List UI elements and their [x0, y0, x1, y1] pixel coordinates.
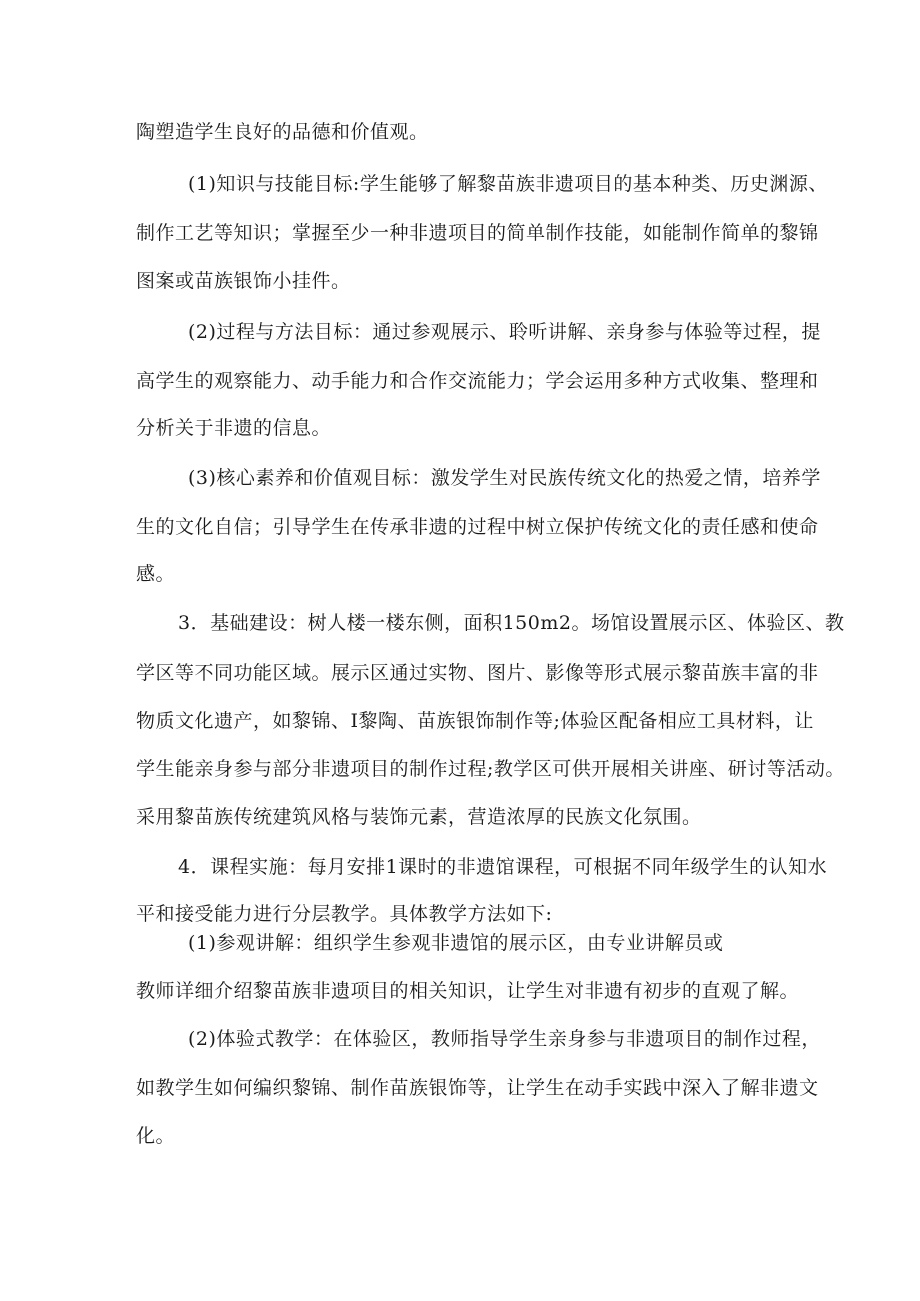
text-line: 化。 [136, 1125, 176, 1147]
text-line: 高学生的观察能力、动手能力和合作交流能力；学会运用多种方式收集、整理和 [136, 370, 819, 392]
text-line: 图案或苗族银饰小挂件。 [136, 270, 351, 292]
text-line: 制作工艺等知识；掌握至少一种非遗项目的简单制作技能，如能制作简单的黎锦 [136, 222, 819, 244]
text-line: (1)参观讲解：组织学生参观非遗馆的展示区，由专业讲解员或 [188, 932, 724, 954]
text-line: 物质文化遗产，如黎锦、I黎陶、苗族银饰制作等;体验区配备相应工具材料，让 [136, 710, 814, 732]
text-line: (2)过程与方法目标：通过参观展示、聆听讲解、亲身参与体验等过程，提 [188, 321, 821, 343]
text-line: 学区等不同功能区域。展示区通过实物、图片、影像等形式展示黎苗族丰富的非 [136, 662, 819, 684]
text-line: 教师详细介绍黎苗族非遗项目的相关知识，让学生对非遗有初步的直观了解。 [136, 980, 800, 1002]
text-line: (3)核心素养和价值观目标：激发学生对民族传统文化的热爱之情，培养学 [188, 467, 821, 489]
text-line: 陶塑造学生良好的品德和价值观。 [136, 121, 429, 143]
text-line: 如教学生如何编织黎锦、制作苗族银饰等，让学生在动手实践中深入了解非遗文 [136, 1077, 819, 1099]
text-line: 3．基础建设：树人楼一楼东侧，面积150m2。场馆设置展示区、体验区、教 [178, 612, 845, 634]
text-line: 学生能亲身参与部分非遗项目的制作过程;教学区可供开展相关讲座、研讨等活动。 [136, 758, 845, 780]
text-line: 分析关于非遗的信息。 [136, 417, 332, 439]
text-line: (2)体验式教学：在体验区，教师指导学生亲身参与非遗项目的制作过程， [188, 1028, 821, 1050]
text-line: 感。 [136, 563, 176, 585]
text-line: 生的文化自信；引导学生在传承非遗的过程中树立保护传统文化的责任感和使命 [136, 516, 819, 538]
text-line: 平和接受能力进行分层教学。具体教学方法如下: [136, 903, 553, 925]
text-line: (1)知识与技能目标:学生能够了解黎苗族非遗项目的基本种类、历史渊源、 [188, 173, 828, 195]
text-line: 4．课程实施：每月安排1课时的非遗馆课程，可根据不同年级学生的认知水 [178, 856, 828, 878]
text-line: 采用黎苗族传统建筑风格与装饰元素，营造浓厚的民族文化氛围。 [136, 806, 702, 828]
